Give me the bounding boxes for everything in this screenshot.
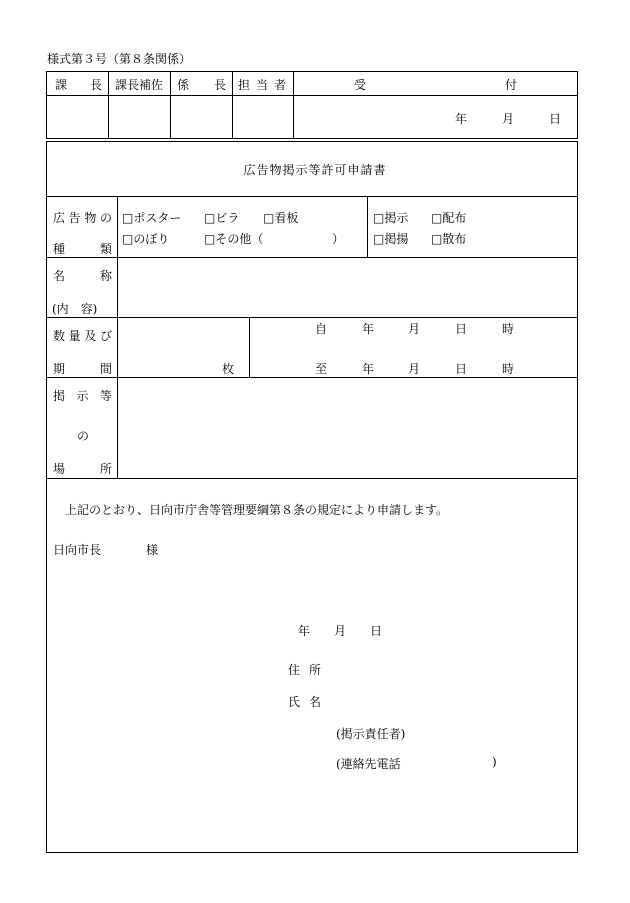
place-label-1: 掲 示 等 <box>53 389 112 403</box>
checkbox-post[interactable]: □掲示 <box>373 211 409 225</box>
application-year: 年 <box>298 624 311 638</box>
place-field[interactable] <box>120 380 575 476</box>
name-label-top: 名 称 <box>53 269 112 283</box>
period-from: 自 <box>315 322 328 336</box>
to-year: 年 <box>362 362 375 376</box>
name-field[interactable] <box>120 260 575 315</box>
place-label-2: の <box>77 429 90 443</box>
checkbox-banner[interactable]: □のぼり <box>122 232 170 246</box>
responsible-person-label: (掲示責任者) <box>336 727 406 741</box>
checkbox-signboard[interactable]: □看板 <box>263 211 299 225</box>
checkbox-scatter[interactable]: □散布 <box>431 232 467 246</box>
receipt-month: 月 <box>502 112 515 126</box>
other-close-paren: ） <box>332 232 345 246</box>
applicant-name-label: 氏 名 <box>288 695 321 709</box>
addressee: 日向市長 <box>53 543 102 557</box>
statement-text: 上記のとおり、日向市庁舎等管理要綱第８条の規定により申請します。 <box>65 503 449 517</box>
contact-phone-label: (連絡先電話 <box>336 757 401 771</box>
reception-header: 受 <box>354 78 367 92</box>
form-title: 広告物掲示等許可申請書 <box>243 163 387 177</box>
type-label-top: 広 告 物 の <box>53 211 112 225</box>
section-chief-header: 係 長 <box>177 78 226 92</box>
addressee-suffix: 様 <box>146 543 159 557</box>
assistant-chief-header: 課長補佐 <box>115 78 164 92</box>
checkbox-hoist[interactable]: □掲揚 <box>373 232 409 246</box>
to-day: 日 <box>455 362 468 376</box>
quantity-label-top: 数 量 及 び <box>53 329 112 343</box>
place-label-3: 場 所 <box>53 462 112 476</box>
quantity-label-bottom: 期 間 <box>53 362 112 376</box>
receipt-year: 年 <box>455 112 468 126</box>
period-to: 至 <box>315 362 328 376</box>
application-month: 月 <box>334 624 347 638</box>
address-label: 住 所 <box>288 663 321 677</box>
staff-header: 担 当 者 <box>238 78 286 92</box>
from-hour: 時 <box>502 322 515 336</box>
contact-phone-close: ) <box>492 755 497 769</box>
checkbox-other[interactable]: □その他（ <box>204 232 264 246</box>
checkbox-poster[interactable]: □ポスター <box>122 211 182 225</box>
to-month: 月 <box>408 362 421 376</box>
from-year: 年 <box>362 322 375 336</box>
received-header: 付 <box>505 78 518 92</box>
type-label-bottom: 種 類 <box>53 242 112 256</box>
checkbox-distribute[interactable]: □配布 <box>431 211 467 225</box>
from-day: 日 <box>455 322 468 336</box>
form-number: 様式第３号（第８条関係） <box>47 52 192 66</box>
receipt-day: 日 <box>549 112 562 126</box>
name-label-bottom: (内 容) <box>52 302 98 316</box>
quantity-field[interactable] <box>120 320 246 375</box>
sheets-unit: 枚 <box>222 362 235 376</box>
chief-header: 課 長 <box>55 78 102 92</box>
checkbox-flyer[interactable]: □ビラ <box>204 211 240 225</box>
application-day: 日 <box>370 624 383 638</box>
to-hour: 時 <box>502 362 515 376</box>
from-month: 月 <box>408 322 421 336</box>
application-form <box>46 141 578 853</box>
